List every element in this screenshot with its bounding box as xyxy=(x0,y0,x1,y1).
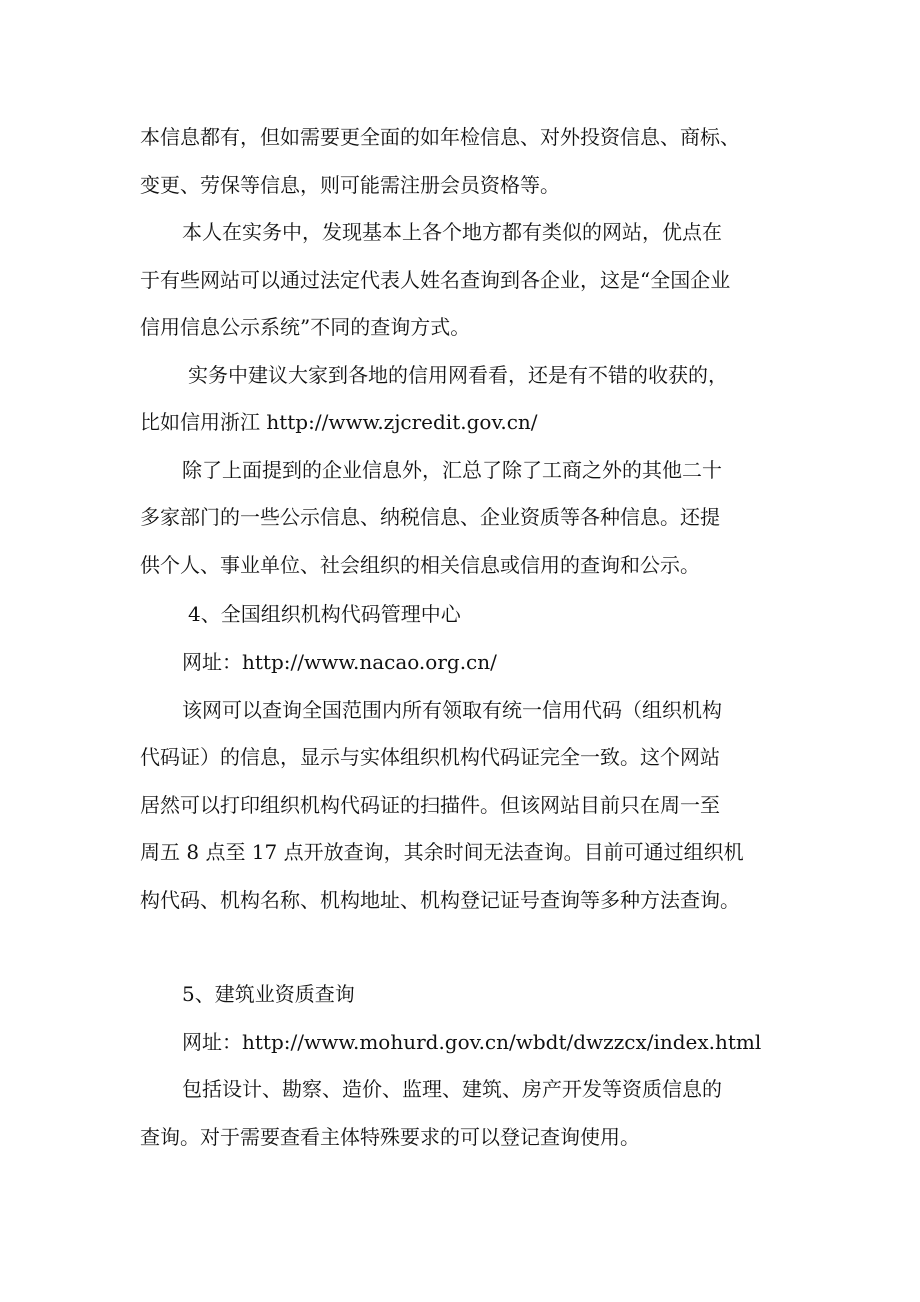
paragraph-line: 查询。对于需要查看主体特殊要求的可以登记查询使用。 xyxy=(140,1125,640,1149)
paragraph-line: 该网可以查询全国范围内所有领取有统一信用代码（组织机构 xyxy=(182,698,722,722)
paragraph-line: 除了上面提到的企业信息外，汇总了除了工商之外的其他二十 xyxy=(182,458,722,482)
paragraph-line: 比如信用浙江 http://www.zjcredit.gov.cn/ xyxy=(140,410,538,434)
paragraph-line: 代码证）的信息，显示与实体组织机构代码证完全一致。这个网站 xyxy=(140,745,720,769)
paragraph-line: 信用信息公示系统”不同的查询方式。 xyxy=(140,315,471,339)
paragraph-line: 本信息都有，但如需要更全面的如年检信息、对外投资信息、商标、 xyxy=(140,125,740,149)
paragraph-line: 构代码、机构名称、机构地址、机构登记证号查询等多种方法查询。 xyxy=(140,888,740,912)
paragraph-line: 本人在实务中，发现基本上各个地方都有类似的网站，优点在 xyxy=(182,220,722,244)
paragraph-line: 多家部门的一些公示信息、纳税信息、企业资质等各种信息。还提 xyxy=(140,505,720,529)
paragraph-line: 居然可以打印组织机构代码证的扫描件。但该网站目前只在周一至 xyxy=(140,793,720,817)
section-heading: 4、全国组织机构代码管理中心 xyxy=(188,602,461,626)
paragraph-line: 周五 8 点至 17 点开放查询，其余时间无法查询。目前可通过组织机 xyxy=(140,840,744,864)
paragraph-line: 供个人、事业单位、社会组织的相关信息或信用的查询和公示。 xyxy=(140,553,700,577)
paragraph-line: 变更、劳保等信息，则可能需注册会员资格等。 xyxy=(140,173,560,197)
url-line: 网址：http://www.nacao.org.cn/ xyxy=(182,650,497,674)
section-heading: 5、建筑业资质查询 xyxy=(182,982,355,1006)
paragraph-line: 于有些网站可以通过法定代表人姓名查询到各企业，这是“全国企业 xyxy=(140,268,731,292)
url-line: 网址：http://www.mohurd.gov.cn/wbdt/dwzzcx/index.html xyxy=(182,1030,762,1054)
paragraph-line: 实务中建议大家到各地的信用网看看，还是有不错的收获的， xyxy=(188,363,728,387)
paragraph-line: 包括设计、勘察、造价、监理、建筑、房产开发等资质信息的 xyxy=(182,1077,722,1101)
